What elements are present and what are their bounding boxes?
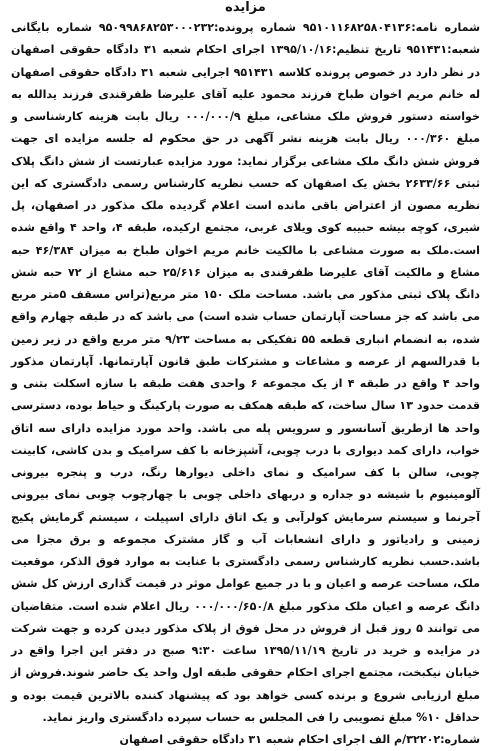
notice-number-line: شماره:۳۲۲۰۲/م الف اجرای احکام شعبه ۳۱ دادگاه حقوقی اصفهان	[119, 733, 480, 746]
notice-paragraph: شماره نامه:۹۵۱۰۱۱۶۸۲۵۸۰۴۱۳۶ شماره پرونده:۹۵۰۹۹۸۶۸۲۵۳۰۰۰۲۳۲ شماره بایگانی شعبه:۹۵۱۴۳۱ تاریخ تنظیم:۱۳۹۵/۱۰/۱۶ اجرای احکام شعبه ۳۱ دادگاه حقوقی اصفهان در نظر دارد در خصوص پرونده کلاسه ۹۵۱۴۳۱ اجرایی شعبه ۳۱ دادگاه حقوقی اصفهان له خانم مریم اخوان طباخ فرزند محمود علیه آقای علیرضا ظفرقندی فرزند یدالله به خواسته دستور فروش ملک مشاعی، مبلغ ۰۰۰/۰۰۰/۹ ریال بابت هزینه کارشناسی و مبلغ ۰۰۰/۳۶۰ ریال بابت هزینه نشر آگهی در حق محکوم له جلسه مزایده ای جهت فروش شش دانگ ملک مشاعی برگزار نماید: مورد مزایده عبارتست از شش دانگ پلاک ثبتی ۲۶۳۳/۶۶ بخش یک اصفهان که حسب نظریه کارشناس رسمی دادگستری که این نظریه مصون از اعتراض باقی مانده است اعلام گردیده ملک مذکور در اصفهان، پل شیری، کوچه بیشه حبیبه کوی ویلای غربی، مجتمع ارکیده، طبقه ۴، واحد ۴ واقع شده است.ملک به صورت مشاعی با مالکیت خانم مریم اخوان طباخ به میزان ۴۶/۳۸۴ حبه مشاع و مالکیت آقای علیرضا ظفرقندی به میزان ۲۵/۶۱۶ حبه مشاع از ۷۲ حبه شش دانگ پلاک ثبتی مذکور می باشد. مساحت ملک ۱۵۰ متر مربع(تراس مسقف ۵متر مربع می باشد که جز مساحت آپارتمان حساب شده است) می باشد که در طبقه چهارم واقع شده، به انضمام انباری قطعه ۵۵ تفکیکی به مساحت ۹/۲۳ متر مربع واقع در زیر زمین با قدرالسهم از عرصه و مشاعات و مشترکات طبق قانون آپارتمانها. آپارتمان مذکور واحد ۴ واقع در طبقه ۴ از یک مجموعه ۶ واحدی هفت طبقه با سازه اسکلت بتنی و قدمت حدود ۱۳ سال ساخت، که طبقه همکف به صورت پارکینگ و حیاط بوده، دسترسی واحد ها ازطریق آسانسور و سرویس پله می باشد. واحد مورد مزایده دارای سه اتاق خواب، دارای کمد دیواری با درب چوبی، آشپزخانه با کف سرامیک و بدن کاشی، کابینت چوبی، سالن با کف سرامیک و نمای داخلی دیوارها رنگ، درب و پنجره بیرونی آلومینیوم با شیشه دو جداره و دربهای داخلی چوبی با چهارچوب چوبی نمای بیرونی آجرنما و سیستم سرمایش کولرآبی و یک اتاق دارای اسپیلت ، سیستم گرمایش پکیج زمینی و رادیاتور و دارای انشعابات آب و گاز مشترک مجموعه و برق مجزا می باشد.حسب نظریه کارشناس رسمی دادگستری با عنایت به موارد فوق الذکر، موقعیت ملک، مساحت عرصه و اعیان و با در جمیع عوامل موثر در قیمت گذاری ارزش کل شش دانگ عرصه و اعیان ملک مذکور مبلغ ۰۰۰/۰۰۰/۶۵۰/۸ ریال اعلام شده است. متقاضیان می توانند ۵ روز قبل از فروش در محل فوق از پلاک مذکور دیدن کرده و جهت شرکت در مزایده و خرید در تاریخ ۱۳۹۵/۱۱/۱۹ ساعت ۹:۳۰ صبح در دفتر این اجرا واقع در خیابان نیکبخت، مجتمع اجرای احکام حقوقی طبقه اول واحد یک حاضر شوند.فروش از مبلغ ارزیابی شروع و برنده کسی خواهد بود که پیشنهاد کننده بالاترین قیمت بوده و حداقل ۱۰% مبلغ تصویبی را فی المجلس به حساب سپرده دادگستری واریز نماید.	[11, 21, 481, 724]
notice-title: مزایده	[225, 0, 266, 14]
notice-body	[11, 17, 480, 729]
notice-footer	[11, 729, 480, 751]
